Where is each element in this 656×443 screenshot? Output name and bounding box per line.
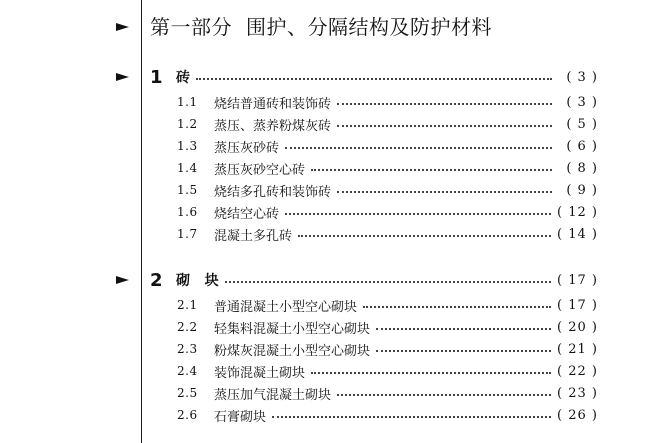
toc-entry[interactable]: [177, 113, 598, 135]
section-page: ( 20 ): [557, 319, 598, 335]
section-title: 石膏砌块: [214, 409, 267, 425]
margin-rule: [141, 0, 142, 443]
section-title: 蒸压加气混凝土砌块: [214, 387, 332, 403]
toc-entry[interactable]: [177, 316, 598, 338]
part-title: 围护、分隔结构及防护材料: [246, 15, 492, 39]
section-page: ( 8 ): [566, 160, 598, 176]
section-number: 2.1: [177, 298, 198, 312]
section-page: ( 26 ): [557, 407, 598, 423]
section-number: 1.4: [177, 161, 198, 175]
dot-leader: [285, 147, 552, 149]
chapter-title: 砖: [176, 70, 190, 86]
section-number: 2.2: [177, 320, 198, 334]
section-title: 烧结空心砖: [214, 206, 280, 222]
section-number: 1.7: [177, 227, 198, 241]
chapter-2-marker-arrow-icon: [116, 276, 129, 284]
chapter-number: 2: [150, 269, 163, 291]
toc-chapter-2[interactable]: [150, 269, 598, 291]
part-marker-arrow-icon: [116, 23, 129, 31]
dot-leader: [298, 235, 551, 237]
section-page: ( 12 ): [557, 204, 598, 220]
chapter-page: ( 17 ): [557, 272, 598, 288]
section-page: ( 23 ): [557, 385, 598, 401]
section-page: ( 9 ): [566, 182, 598, 198]
toc-entry[interactable]: [177, 360, 598, 382]
dot-leader: [376, 350, 551, 352]
section-page: ( 14 ): [557, 226, 598, 242]
chapter-title: 砌 块: [176, 273, 219, 289]
dot-leader: [225, 281, 551, 283]
dot-leader: [311, 372, 551, 374]
dot-leader: [337, 125, 552, 127]
section-number: 1.1: [177, 95, 198, 109]
toc-entry[interactable]: [177, 179, 598, 201]
section-title: 混凝土多孔砖: [214, 228, 293, 244]
section-title: 蒸压灰砂砖: [214, 140, 280, 156]
dot-leader: [272, 416, 551, 418]
section-number: 1.6: [177, 205, 198, 219]
dot-leader: [285, 213, 551, 215]
toc-entry[interactable]: [177, 157, 598, 179]
section-title: 普通混凝土小型空心砌块: [214, 299, 358, 315]
dot-leader: [337, 394, 551, 396]
section-page: ( 5 ): [566, 116, 598, 132]
dot-leader: [196, 78, 552, 80]
section-title: 轻集料混凝土小型空心砌块: [214, 321, 371, 337]
section-number: 1.3: [177, 139, 198, 153]
part-heading: [150, 11, 492, 40]
section-title: 装饰混凝土砌块: [214, 365, 306, 381]
chapter-page: ( 3 ): [566, 69, 598, 85]
chapter-number: 1: [150, 66, 163, 88]
section-title: 烧结多孔砖和装饰砖: [214, 184, 332, 200]
section-number: 1.2: [177, 117, 198, 131]
dot-leader: [363, 306, 551, 308]
dot-leader: [311, 169, 552, 171]
toc-entry[interactable]: [177, 135, 598, 157]
section-number: 2.3: [177, 342, 198, 356]
section-title: 蒸压、蒸养粉煤灰砖: [214, 118, 332, 134]
section-title: 烧结普通砖和装饰砖: [214, 96, 332, 112]
dot-leader: [376, 328, 551, 330]
toc-entry[interactable]: [177, 294, 598, 316]
toc-entry[interactable]: [177, 404, 598, 426]
toc-entry[interactable]: [177, 382, 598, 404]
toc-chapter-1[interactable]: [150, 66, 598, 88]
dot-leader: [337, 103, 552, 105]
chapter-1-marker-arrow-icon: [116, 73, 129, 81]
toc-entry[interactable]: [177, 201, 598, 223]
section-page: ( 22 ): [557, 363, 598, 379]
part-label: 第一部分: [150, 15, 232, 39]
section-number: 2.5: [177, 386, 198, 400]
section-page: ( 21 ): [557, 341, 598, 357]
section-page: ( 3 ): [566, 94, 598, 110]
section-title: 粉煤灰混凝土小型空心砌块: [214, 343, 371, 359]
toc-entry[interactable]: [177, 338, 598, 360]
section-title: 蒸压灰砂空心砖: [214, 162, 306, 178]
section-number: 1.5: [177, 183, 198, 197]
dot-leader: [337, 191, 552, 193]
toc-entry[interactable]: [177, 223, 598, 245]
section-number: 2.6: [177, 408, 198, 422]
section-number: 2.4: [177, 364, 198, 378]
section-page: ( 6 ): [566, 138, 598, 154]
toc-entry[interactable]: [177, 91, 598, 113]
section-page: ( 17 ): [557, 297, 598, 313]
